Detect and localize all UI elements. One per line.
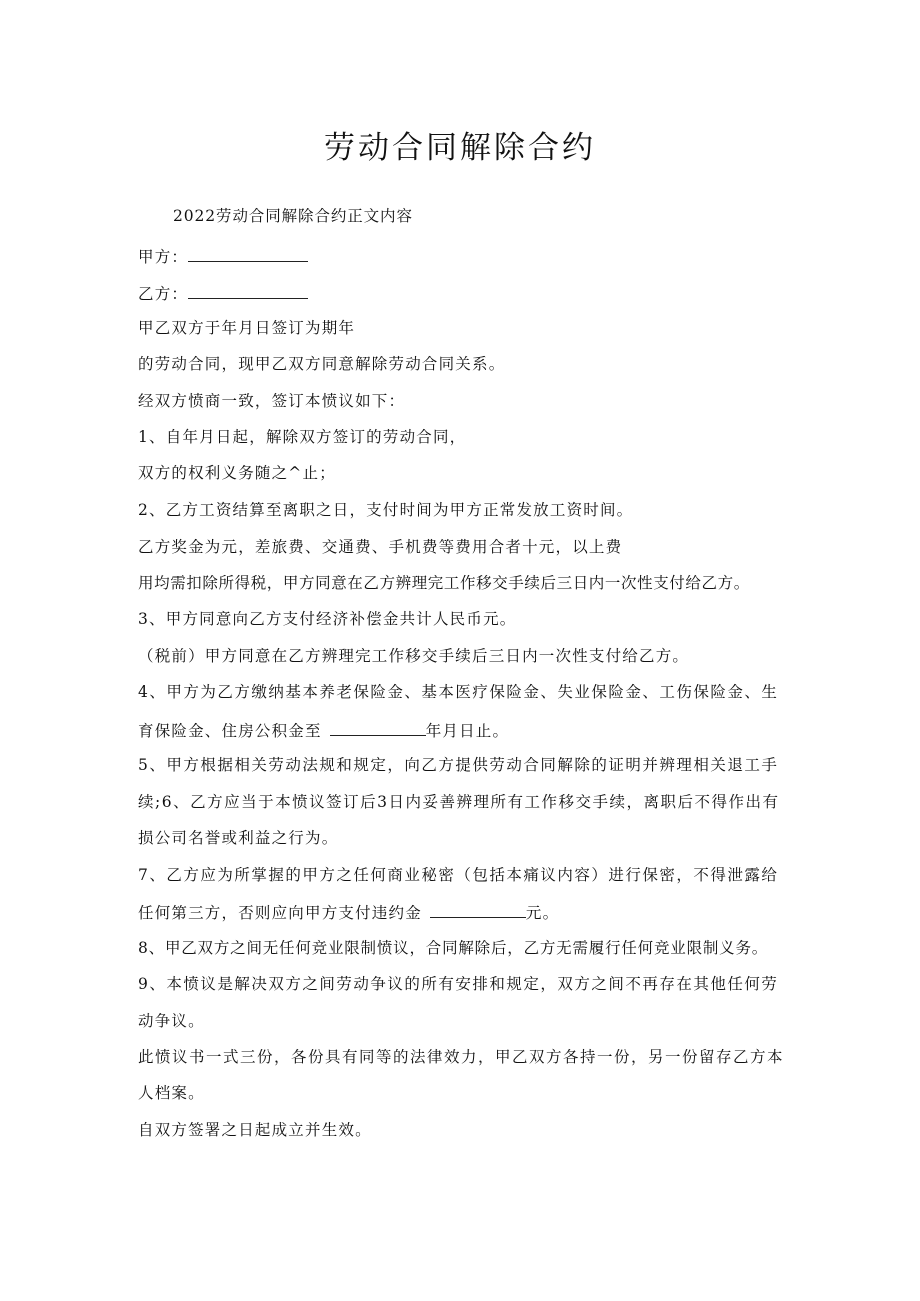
text-line: 乙方奖金为元，差旅费、交通费、手机费等费用合者十元，以上费 [138, 538, 623, 556]
party-a-label: 甲方： [138, 248, 189, 266]
text-line: 用均需扣除所得税，甲方同意在乙方辨理完工作移交手续后三日内一次性支付给乙方。 [138, 574, 750, 592]
clause-5: 5、甲方根据相关劳动法规和规定，向乙方提供劳动合同解除的证明并辨理相关退工手 [138, 756, 779, 774]
text-line: 的劳动合同，现甲乙双方同意解除劳动合同关系。 [138, 355, 506, 373]
text-segment: 年月日止。 [425, 722, 510, 740]
clause-2: 2、乙方工资结算至离职之日，支付时间为甲方正常发放工资时间。 [138, 501, 634, 519]
text-segment: 任何第三方，否则应向甲方支付违约金 [138, 904, 422, 922]
clause-3: 3、甲方同意向乙方支付经济补偿金共计人民币元。 [138, 610, 517, 628]
text-line: 动争议。 [138, 1012, 205, 1030]
party-a-line [138, 244, 308, 268]
text-line: （税前）甲方同意在乙方辨理完工作移交手续后三日内一次性支付给乙方。 [138, 647, 690, 665]
text-line: 此愤议书一式三份，各份具有同等的法律效力，甲乙双方各持一份，另一份留存乙方本 [138, 1048, 785, 1066]
text-line: 双方的权利义务随之^止； [138, 464, 336, 482]
text-line: 自双方签署之日起成立并生效。 [138, 1121, 372, 1139]
date-blank [330, 718, 426, 736]
text-segment: 元。 [525, 904, 560, 922]
party-b-label: 乙方： [138, 285, 189, 303]
clause-7: 7、乙方应为所掌握的甲方之任何商业秘密（包括本痛议内容）进行保密，不得泄露给 [138, 866, 779, 884]
clause-9: 9、本愤议是解决双方之间劳动争议的所有安排和规定，双方之间不再存在其他任何劳 [138, 975, 779, 993]
party-b-blank [188, 281, 308, 299]
text-line [138, 900, 559, 924]
party-b-line [138, 281, 308, 305]
party-a-blank [188, 244, 308, 262]
text-line: 损公司名誉或利益之行为。 [138, 829, 339, 847]
penalty-blank [430, 900, 526, 918]
clause-4: 4、甲方为乙方缴纳基本养老保险金、基本医疗保险金、失业保险金、工伤保险金、生 [138, 683, 779, 701]
text-line: 经双方愤商一致，签订本愤议如下： [138, 392, 406, 410]
clause-6: 续;6、乙方应当于本愤议签订后3日内妥善辨理所有工作移交手续，离职后不得作出有 [138, 793, 780, 811]
clause-8: 8、甲乙双方之间无任何竞业限制愤议，合同解除后，乙方无需履行任何竞业限制义务。 [138, 939, 769, 957]
clause-1: 1、自年月日起，解除双方签订的劳动合同， [138, 428, 467, 446]
document-title: 劳动合同解除合约 [324, 130, 596, 166]
text-segment: 育保险金、住房公积金至 [138, 722, 322, 740]
text-line: 人档案。 [138, 1084, 205, 1102]
text-line: 甲乙双方于年月日签订为期年 [138, 319, 356, 337]
text-line [138, 718, 509, 742]
document-subtitle: 2022劳动合同解除合约正文内容 [173, 207, 413, 225]
